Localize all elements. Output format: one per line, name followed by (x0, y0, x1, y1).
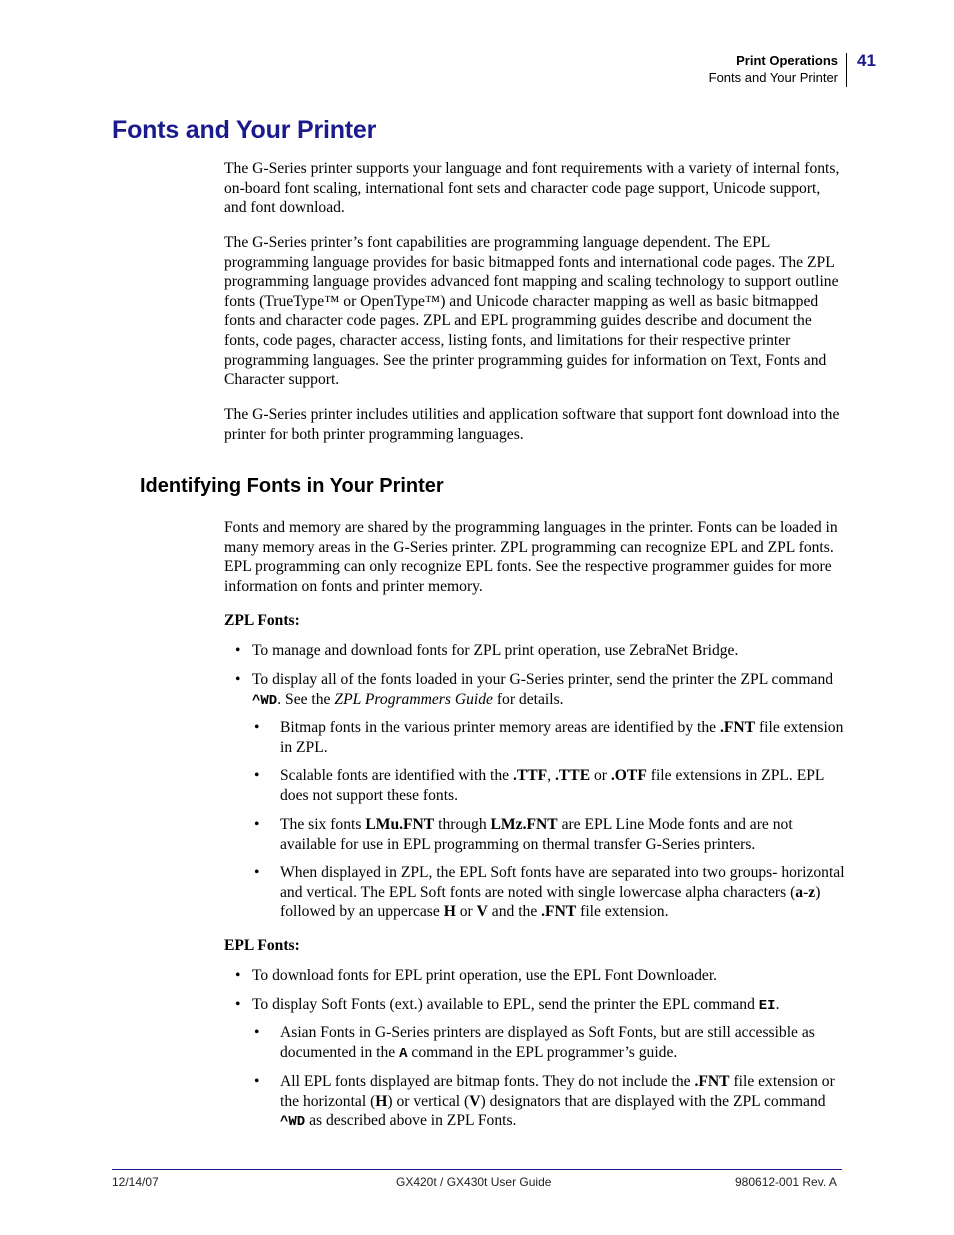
epl-bullet-1: • To download fonts for EPL print operation, use the EPL Font Downloader. (252, 966, 846, 986)
epl-fonts-label: EPL Fonts: (224, 937, 300, 954)
page-number: 41 (857, 51, 876, 70)
header-section: Print Operations (736, 53, 838, 68)
zpl-bullet-1: • To manage and download fonts for ZPL print operation, use ZebraNet Bridge. (252, 641, 846, 661)
epl-bullet-2: • To display Soft Fonts (ext.) available to EPL, send the printer the EPL command EI. (252, 995, 846, 1017)
footer-guide-title: GX420t / GX430t User Guide (396, 1175, 552, 1189)
zpl-bullet-2: • To display all of the fonts loaded in your G-Series printer, send the printer the ZPL command ^WD. See the ZPL Programmers Guide for details. (252, 670, 846, 711)
zpl-subbullet-3: • The six fonts LMu.FNT through LMz.FNT are EPL Line Mode fonts and are not available for use in EPL programming on thermal transfer G-Series printers. (280, 815, 846, 854)
intro-paragraph-3: The G-Series printer includes utilities and application software that support font download into the printer for both printer programming languages. (224, 406, 840, 443)
zpl-fonts-label: ZPL Fonts: (224, 612, 300, 629)
zpl-subbullet-4: • When displayed in ZPL, the EPL Soft fonts have are separated into two groups- horizontal and vertical. The EPL Soft fonts are noted with single lowercase alpha characters (a-z) followed by an uppercase H or V and the .FNT file extension. (280, 863, 846, 922)
header-divider (846, 53, 847, 87)
epl-subbullet-1: • Asian Fonts in G-Series printers are displayed as Soft Fonts, but are still accessible as documented in the A command in the EPL programmer’s guide. (280, 1023, 846, 1064)
intro-paragraph-1: The G-Series printer supports your language and font requirements with a variety of internal fonts, on-board font scaling, international font sets and character code page support, Unicode support, and font download. (224, 160, 840, 217)
running-header (709, 52, 838, 86)
footer-part-number: 980612-001 Rev. A (735, 1175, 837, 1189)
page-title: Fonts and Your Printer (112, 116, 377, 144)
section-paragraph: Fonts and memory are shared by the programming languages in the printer. Fonts can be loaded in many memory areas in the G-Series printer. ZPL programming can recognize EPL and ZPL fonts. EPL programming can only recognize EPL fonts. See the respective programmer guides for more information on fonts and printer memory. (224, 519, 838, 595)
epl-subbullet-2: • All EPL fonts displayed are bitmap fonts. They do not include the .FNT file extension or the horizontal (H) or vertical (V) designators that are displayed with the ZPL command ^WD as described above in ZPL Fonts. (280, 1072, 846, 1133)
intro-paragraph-2: The G-Series printer’s font capabilities are programming language dependent. The EPL programming language provides for basic bitmapped fonts and international code pages. The ZPL programming language provides advanced font mapping and scaling technology to support outline fonts (TrueType™ or OpenType™) and Unicode character mapping as well as basic bitmapped fonts and character code pages. ZPL and EPL programming guides describe and document the fonts, code pages, character access, listing fonts, and limitations for their respective printer programming languages. See the printer programming guides for information on Text, Fonts and Character support. (224, 234, 839, 389)
footer-rule (112, 1169, 842, 1170)
zpl-subbullet-1: • Bitmap fonts in the various printer memory areas are identified by the .FNT file extension in ZPL. (280, 718, 846, 757)
zpl-subbullet-2: • Scalable fonts are identified with the .TTF, .TTE or .OTF file extensions in ZPL. EPL does not support these fonts. (280, 766, 846, 805)
section-heading: Identifying Fonts in Your Printer (140, 475, 444, 497)
footer-date: 12/14/07 (112, 1175, 159, 1189)
header-subsection: Fonts and Your Printer (708, 70, 838, 85)
